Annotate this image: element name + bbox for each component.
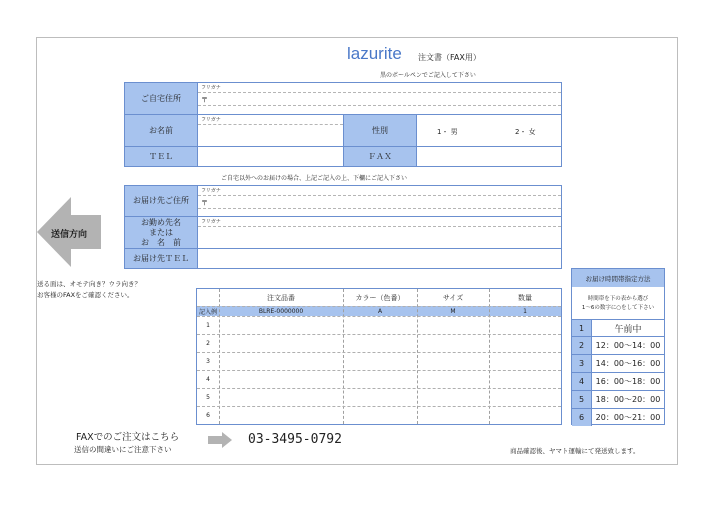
time-slot-3[interactable]	[572, 354, 664, 372]
delivery-time-panel	[571, 268, 665, 425]
delivery-address-field[interactable]	[197, 185, 562, 217]
time-slot-number: 6	[572, 409, 592, 426]
table-row[interactable]: 2	[206, 339, 210, 347]
example-color: A	[343, 306, 417, 316]
time-panel-desc-line1: 時間帯を下の表から選び	[587, 296, 649, 302]
fax-face-note	[37, 279, 141, 301]
home-name-label: お名前	[124, 114, 198, 147]
table-row[interactable]: 4	[206, 375, 210, 383]
example-row-label: 記入例	[197, 306, 219, 316]
postal-mark: 〒	[201, 199, 208, 207]
postal-mark: 〒	[201, 96, 208, 104]
pen-instruction: 黒のボールペンでご記入して下さい	[380, 72, 476, 79]
order-table	[196, 288, 562, 425]
furigana-label: フリガナ	[201, 85, 221, 91]
shipping-note: 商品確認後、ヤマト運輸にて発送致します。	[510, 447, 640, 455]
delivery-name-field[interactable]	[197, 216, 562, 249]
gender-field[interactable]	[416, 114, 562, 147]
time-slot-label: 12：00〜14：00	[595, 341, 661, 350]
fax-warning: 送信の間違いにご注意下さい	[74, 445, 172, 454]
gender-male-option[interactable]: 1・ 男	[437, 128, 458, 136]
time-slot-number: 3	[572, 355, 592, 372]
send-direction-label: 送信方向	[51, 230, 88, 240]
home-tel-label: ＴＥＬ	[124, 146, 198, 167]
header-color: カラー（色番）	[355, 293, 405, 302]
furigana-label: フリガナ	[201, 117, 221, 123]
home-address-label: ご自宅住所	[124, 82, 198, 115]
form-title: 注文書（FAX用）	[418, 53, 481, 62]
time-slot-4[interactable]	[572, 372, 664, 390]
time-slot-label: 午前中	[614, 325, 642, 335]
furigana-label: フリガナ	[201, 219, 221, 225]
time-slot-number: 4	[572, 373, 592, 390]
header-quantity: 数量	[518, 293, 532, 302]
time-slot-1[interactable]	[572, 319, 664, 337]
time-slot-6[interactable]	[572, 408, 664, 426]
delivery-address-label: お届け先ご住所	[124, 185, 198, 217]
gender-label: 性別	[343, 114, 417, 147]
send-direction-arrow	[37, 197, 101, 267]
furigana-label: フリガナ	[201, 188, 221, 194]
fax-number: 03-3495-0792	[248, 432, 342, 447]
delivery-name-label-line1: お勤め先名	[141, 217, 181, 227]
brand-logo: lazurite	[347, 44, 402, 63]
example-item-number: BLRE-0000000	[219, 306, 343, 316]
time-slot-number: 2	[572, 337, 592, 354]
right-arrow-icon	[208, 432, 232, 452]
table-row[interactable]: 6	[206, 411, 210, 419]
time-panel-desc	[572, 295, 664, 314]
example-size: M	[417, 306, 489, 316]
fax-face-note-line2: お客様のFAXをご確認ください。	[37, 291, 134, 300]
time-slot-label: 14：00〜16：00	[595, 359, 661, 368]
time-slot-number: 5	[572, 391, 592, 408]
home-fax-field[interactable]	[416, 146, 562, 167]
header-size: サイズ	[442, 293, 464, 302]
header-item-number: 注文品番	[267, 293, 295, 302]
home-fax-label: ＦＡＸ	[343, 146, 417, 167]
delivery-tel-field[interactable]	[197, 248, 562, 269]
delivery-name-label-line2: または	[149, 227, 173, 237]
gender-female-option[interactable]: 2・ 女	[515, 128, 536, 136]
fax-face-note-line1: 送る面は、オモテ向き？ウラ向き？	[37, 280, 141, 288]
table-row[interactable]: 1	[206, 321, 210, 329]
time-slot-5[interactable]	[572, 390, 664, 408]
time-slot-2[interactable]	[572, 336, 664, 354]
time-panel-title: お届け時間帯指定方法	[572, 269, 664, 287]
example-quantity: 1	[489, 306, 561, 316]
table-row[interactable]: 3	[206, 357, 210, 365]
time-slot-label: 18：00〜20：00	[595, 395, 661, 404]
home-name-field[interactable]	[197, 114, 344, 147]
time-slot-label: 20：00〜21：00	[595, 413, 661, 422]
time-slot-number: 1	[572, 320, 592, 337]
delivery-name-label	[124, 216, 198, 249]
delivery-tel-label: お届け先ＴＥＬ	[124, 248, 198, 269]
fax-order-heading: FAXでのご注文はこちら	[76, 432, 180, 443]
home-address-field[interactable]	[197, 82, 562, 115]
home-tel-field[interactable]	[197, 146, 344, 167]
delivery-note: ご自宅以外へのお届けの場合、上記ご記入の上、下欄にご記入下さい	[221, 175, 408, 182]
time-slot-label: 16：00〜18：00	[595, 377, 661, 386]
table-row[interactable]: 5	[206, 393, 210, 401]
time-panel-desc-line2: 1〜6の数字に○をして下さい	[581, 305, 655, 312]
delivery-name-label-line3: お 名 前	[141, 237, 181, 247]
